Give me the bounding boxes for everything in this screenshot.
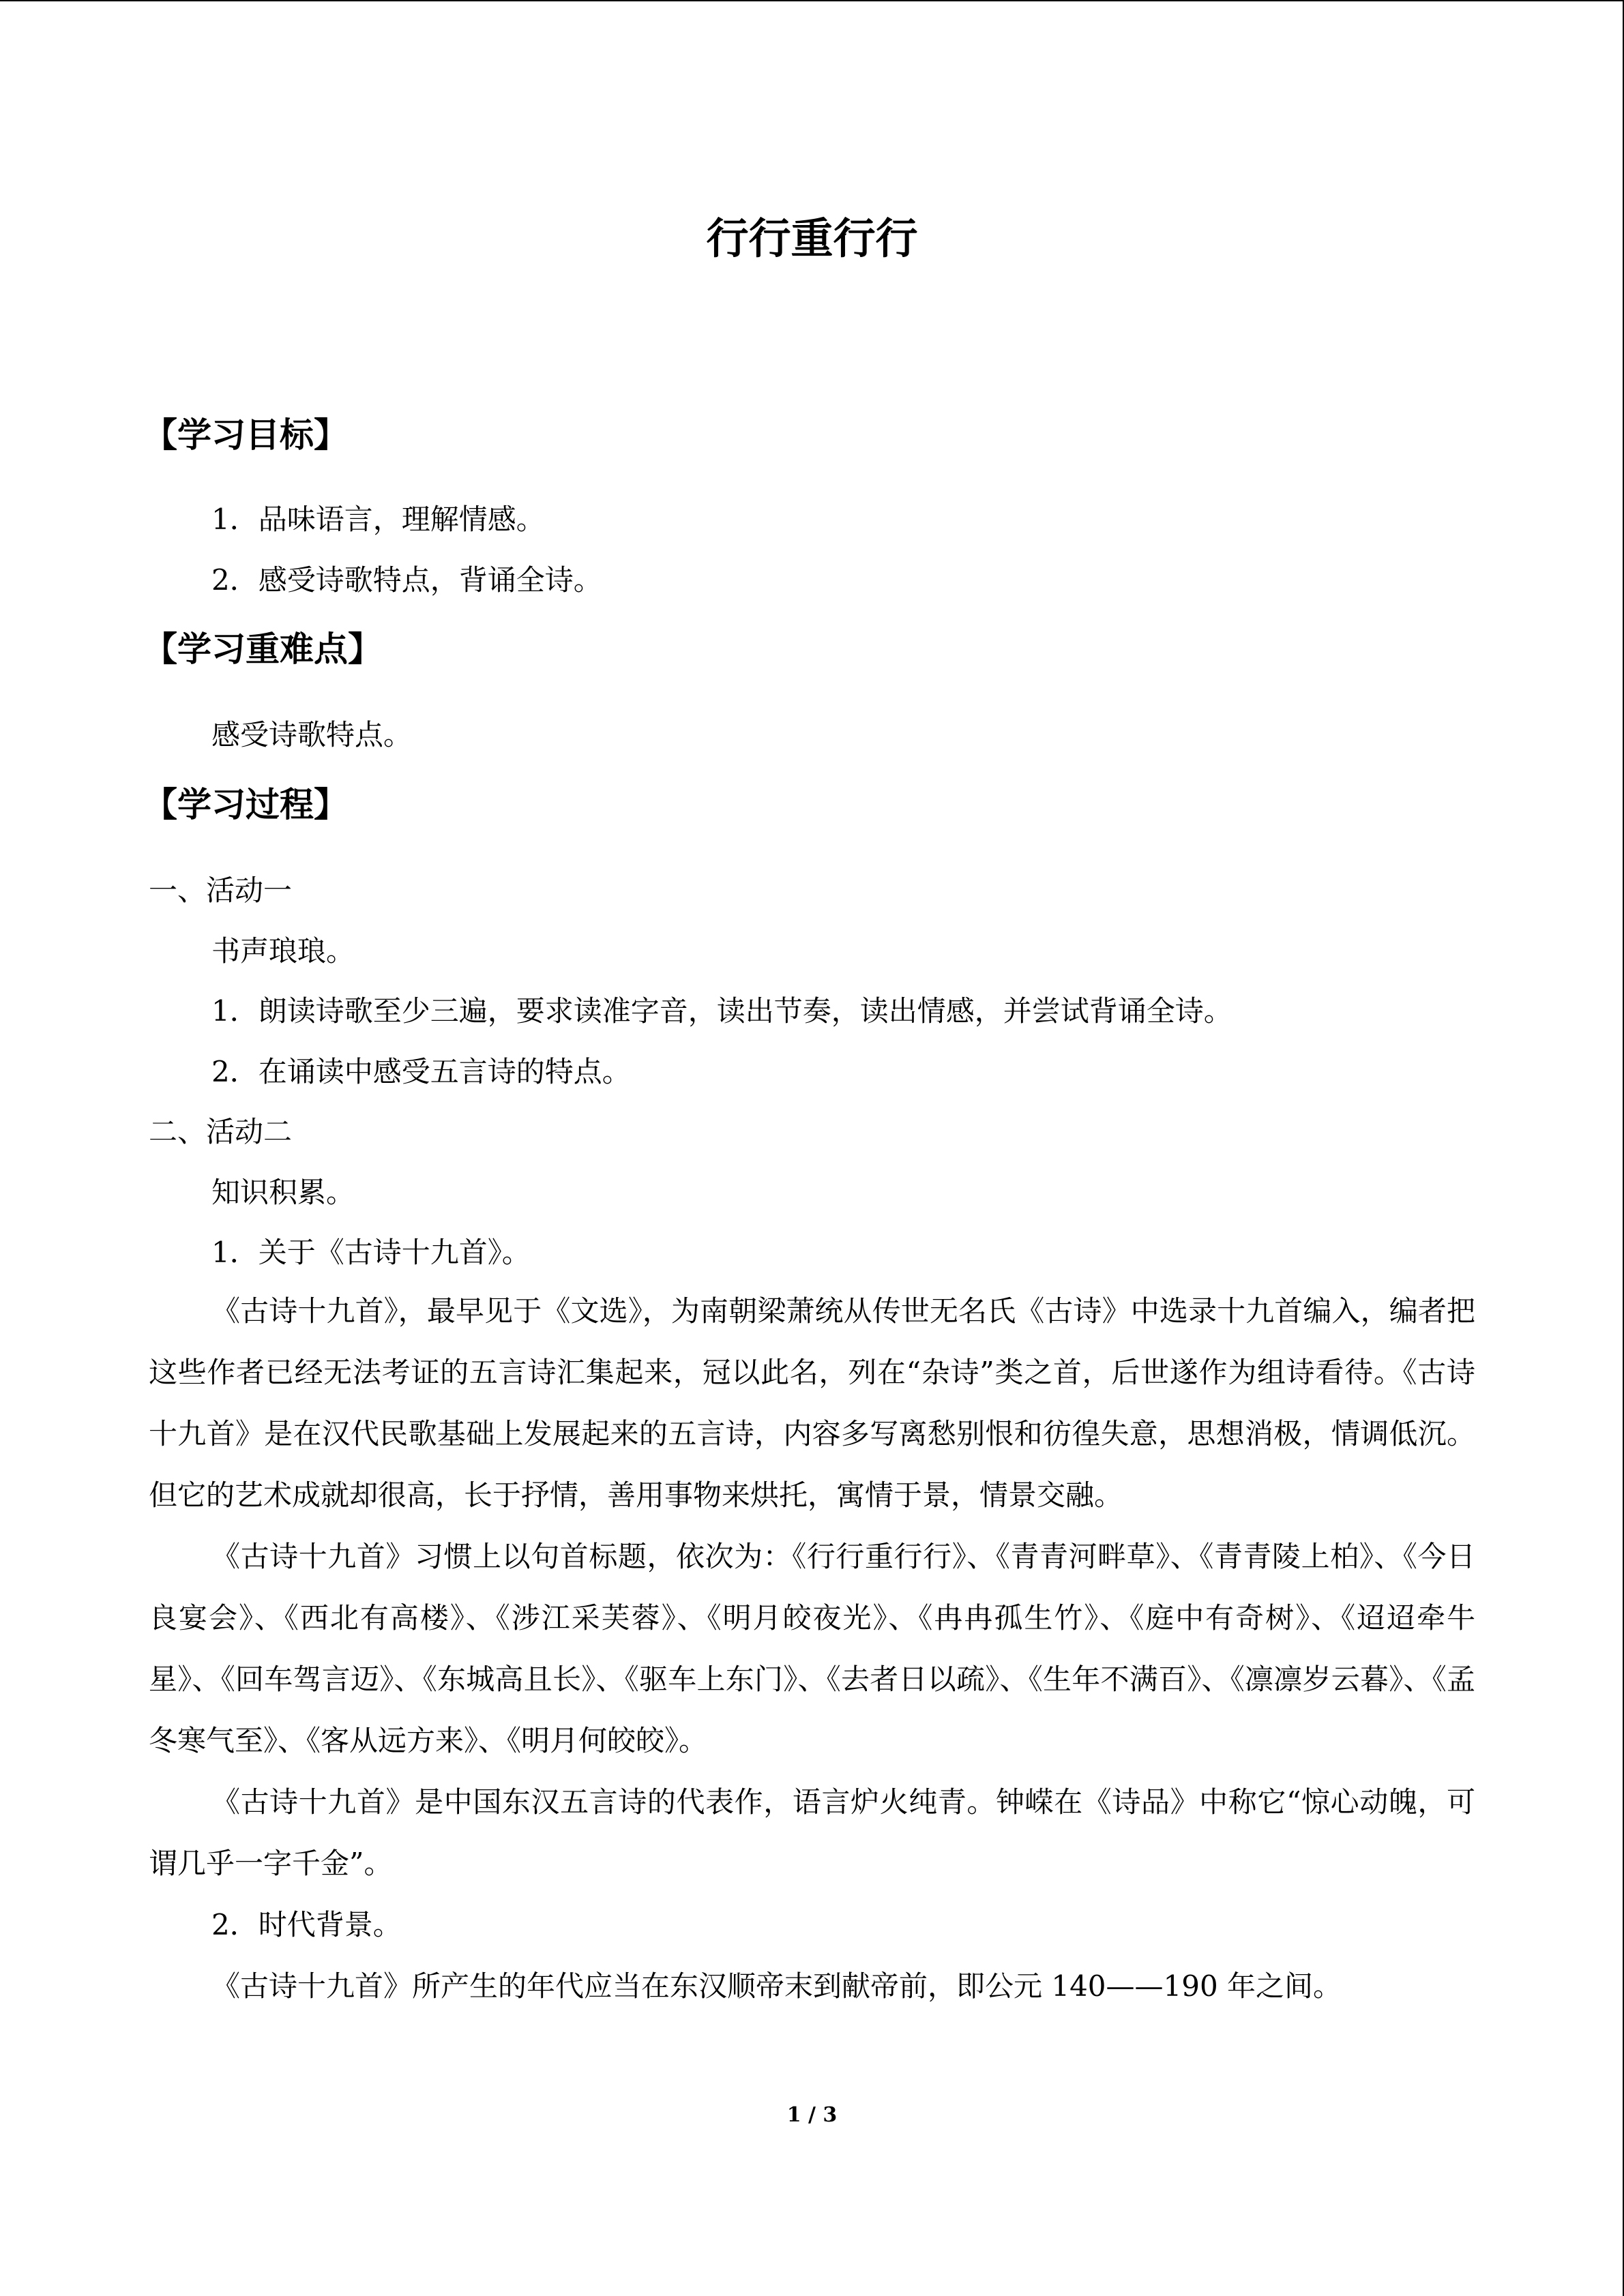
activity2-label: 二、活动二 <box>149 1115 293 1148</box>
activity1-label: 一、活动一 <box>149 874 293 907</box>
objective-item-2: 2．感受诗歌特点，背诵全诗。 <box>211 563 602 597</box>
activity1-item-1: 1．朗读诗歌至少三遍，要求读准字音，读出节奏，读出情感，并尝试背诵全诗。 <box>211 994 1232 1028</box>
document-title: 行行重行行 <box>706 213 918 263</box>
paragraph-1: 《古诗十九首》，最早见于《文选》，为南朝梁萧统从传世无名氏《古诗》中选录十九首编入，编者把这些作者已经无法考证的五言诗汇集起来，冠以此名，列在“杂诗”类之首，后世遂作为组诗看待。《古诗十九首》是在汉代民歌基础上发展起来的五言诗，内容多写离愁别恨和彷徨失意，思想消极，情调低沉。但它的艺术成就却很高，长于抒情，善用事物来烘托，寓情于景，情景交融。 <box>149 1294 1475 1512</box>
activity2-subtitle: 知识积累。 <box>211 1176 355 1209</box>
activity1-subtitle: 书声琅琅。 <box>211 934 355 968</box>
key-points-heading: 【学习重难点】 <box>143 629 382 669</box>
process-heading: 【学习过程】 <box>143 785 348 824</box>
activity2-item-1: 1．关于《古诗十九首》。 <box>211 1236 531 1269</box>
activity2-item-2: 2．时代背景。 <box>211 1908 402 1941</box>
objective-item-1: 1．品味语言，理解情感。 <box>211 503 545 536</box>
activity1-item-2: 2．在诵读中感受五言诗的特点。 <box>211 1055 631 1088</box>
background-text: 《古诗十九首》所产生的年代应当在东汉顺帝末到献帝前，即公元 140——190 年之间。 <box>211 1969 1342 2003</box>
key-points-text: 感受诗歌特点。 <box>211 718 413 751</box>
objectives-heading: 【学习目标】 <box>143 415 348 455</box>
paragraph-2: 《古诗十九首》习惯上以句首标题，依次为：《行行重行行》、《青青河畔草》、《青青陵上柏》、《今日良宴会》、《西北有高楼》、《涉江采芙蓉》、《明月皎夜光》、《冉冉孤生竹》、《庭中有奇树》、《迢迢牵牛星》、《回车驾言迈》、《东城高且长》、《驱车上东门》、《去者日以疏》、《生年不满百》、《凛凛岁云暮》、《孟冬寒气至》、《客从远方来》、《明月何皎皎》。 <box>149 1540 1475 1757</box>
paragraph-3: 《古诗十九首》是中国东汉五言诗的代表作，语言炉火纯青。钟嵘在《诗品》中称它“惊心动魄，可谓几乎一字千金”。 <box>149 1785 1475 1880</box>
page-number: 1 / 3 <box>786 2103 838 2127</box>
